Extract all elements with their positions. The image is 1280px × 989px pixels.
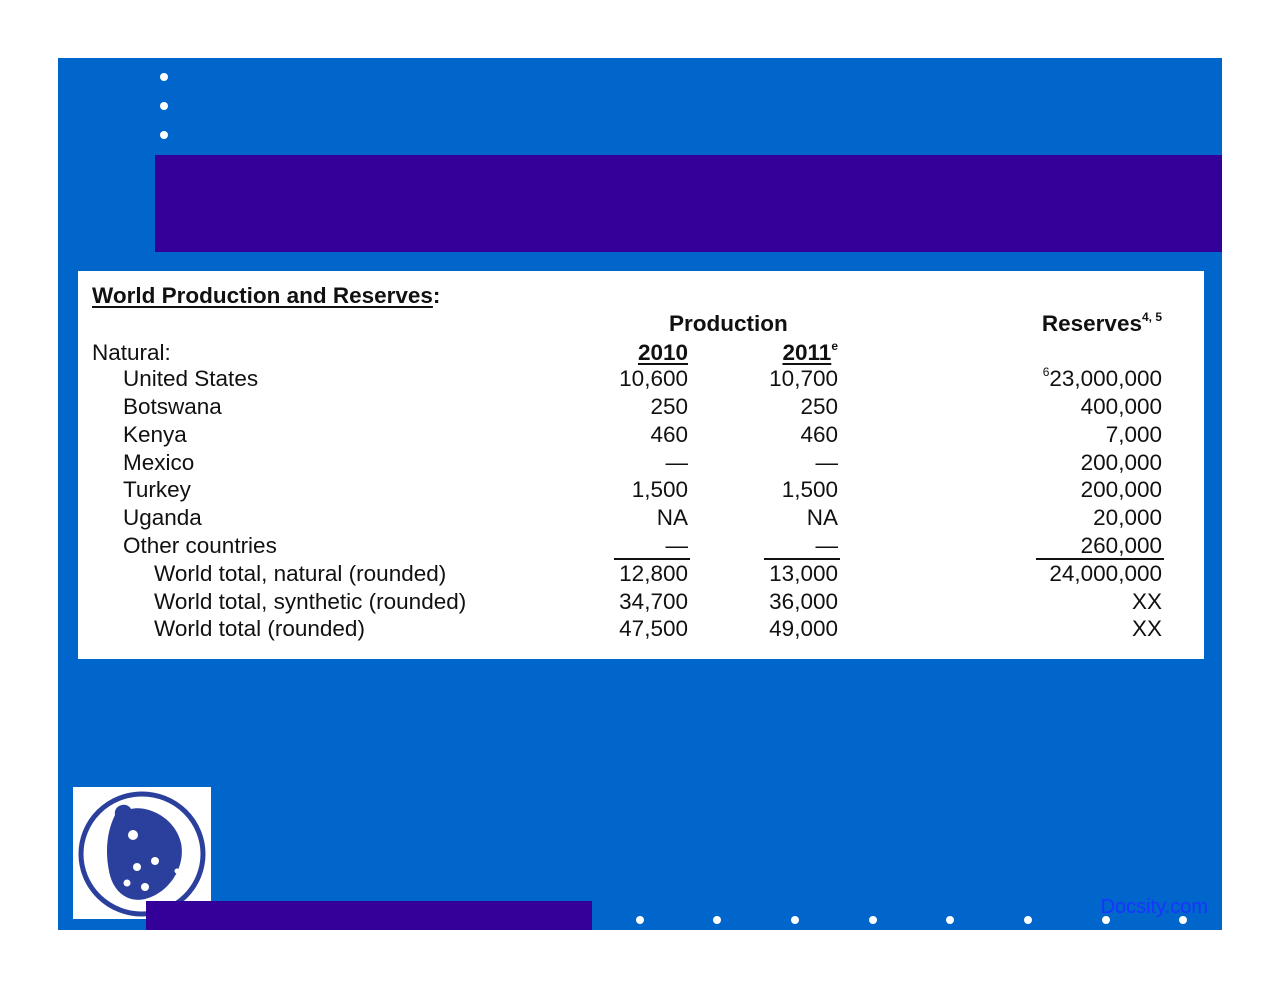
row-label: Botswana	[123, 394, 222, 419]
decor-dot	[791, 916, 799, 924]
row-2010: 250	[650, 394, 688, 419]
production-header: Production	[669, 311, 788, 336]
row-label: Uganda	[123, 505, 202, 530]
total-reserves: 24,000,000	[1049, 561, 1162, 586]
decor-dot	[713, 916, 721, 924]
row-reserves: 400,000	[1080, 394, 1162, 419]
total-2011: 49,000	[769, 616, 838, 641]
row-2011: —	[815, 450, 838, 475]
row-2011: NA	[806, 505, 838, 530]
footer-band	[146, 901, 592, 930]
decor-dot	[160, 73, 168, 81]
slide	[58, 58, 1222, 930]
subtotal-rule	[614, 558, 690, 560]
row-reserves: 7,000	[1105, 422, 1162, 447]
row-2010: —	[665, 450, 688, 475]
year-2010-header: 2010	[637, 340, 688, 365]
year-2011-header: 2011e	[782, 339, 838, 365]
total-reserves: XX	[1131, 589, 1162, 614]
docsity-logo-icon	[73, 787, 211, 919]
table-title: World Production and Reserves:	[92, 283, 441, 308]
row-label: Kenya	[123, 422, 187, 447]
total-reserves: XX	[1131, 616, 1162, 641]
row-2011: 460	[800, 422, 838, 447]
row-reserves: 200,000	[1080, 477, 1162, 502]
decor-dot	[869, 916, 877, 924]
row-2011: —	[815, 533, 838, 558]
section-label-natural: Natural:	[92, 340, 171, 365]
total-2010: 34,700	[619, 589, 688, 614]
decor-dot	[160, 131, 168, 139]
decor-dot	[160, 102, 168, 110]
total-label: World total (rounded)	[154, 616, 365, 641]
subtotal-rule	[764, 558, 840, 560]
row-reserves: 200,000	[1080, 450, 1162, 475]
row-2010: —	[665, 533, 688, 558]
row-label: Turkey	[123, 477, 191, 502]
total-label: World total, natural (rounded)	[154, 561, 447, 586]
row-2010: 1,500	[631, 477, 688, 502]
row-label: United States	[123, 366, 259, 391]
row-reserves: 260,000	[1080, 533, 1162, 558]
row-label: Mexico	[123, 450, 195, 475]
total-label: World total, synthetic (rounded)	[154, 589, 467, 614]
total-2010: 47,500	[619, 616, 688, 641]
row-label: Other countries	[123, 533, 277, 558]
total-2011: 13,000	[769, 561, 838, 586]
decor-dot	[946, 916, 954, 924]
subtotal-rule	[1036, 558, 1164, 560]
title-band	[155, 155, 1222, 252]
docsity-watermark-link[interactable]: Docsity.com	[1100, 896, 1208, 918]
row-2011: 1,500	[781, 477, 838, 502]
row-2010: 460	[650, 422, 688, 447]
production-reserves-table	[78, 271, 1204, 659]
row-reserves: $^6$23,000,000	[1042, 365, 1162, 391]
row-2011: 250	[800, 394, 838, 419]
row-2010: NA	[656, 505, 688, 530]
row-2010: 10,600	[619, 366, 688, 391]
reserves-header: Reserves$^{4, 5}$	[1041, 310, 1162, 336]
row-2011: 10,700	[769, 366, 838, 391]
total-2011: 36,000	[769, 589, 838, 614]
decor-dot	[1024, 916, 1032, 924]
decor-dot	[636, 916, 644, 924]
total-2010: 12,800	[619, 561, 688, 586]
row-reserves: 20,000	[1093, 505, 1162, 530]
